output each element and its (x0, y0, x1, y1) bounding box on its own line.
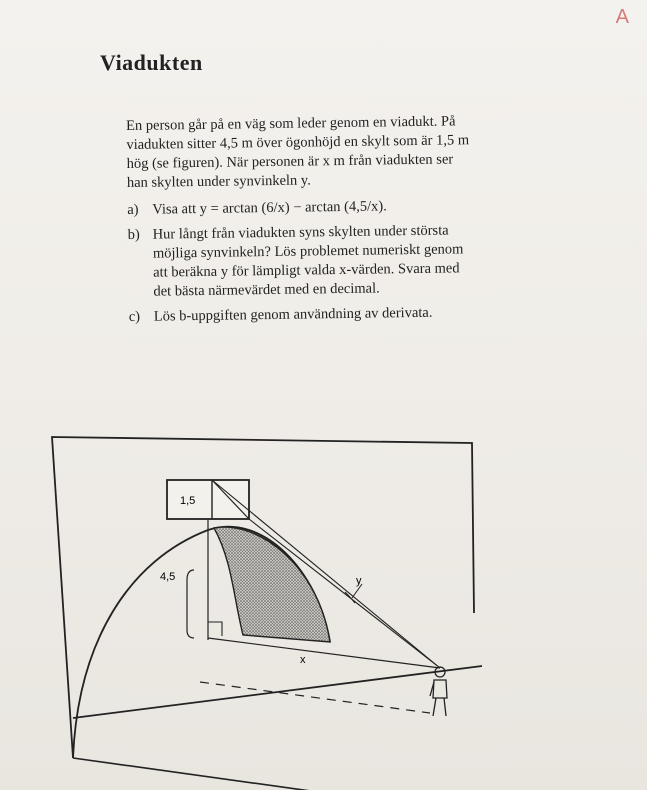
ground-line (73, 758, 318, 790)
person-icon (430, 667, 447, 716)
intro-paragraph: En person går på en väg som leder genom en viadukt. På viadukten sitter 4,5 m över ögonhöjd en skylt som är 1,5 m hög (se figuren). När personen är x m från viadukten ser han skylten under synvinkeln y. (126, 113, 470, 191)
tunnel-interior (214, 527, 330, 642)
question-c-text: Lös b-uppgiften genom användning av derivata. (153, 304, 433, 325)
right-angle-mark (208, 622, 222, 636)
road-edge (73, 666, 482, 718)
angle-label: y (356, 575, 362, 587)
corner-mark: A (615, 6, 629, 28)
distance-label: x (300, 654, 306, 666)
question-b-label: b) (127, 226, 140, 243)
sign-height-label: 1,5 (180, 495, 196, 507)
page-title: Viadukten (100, 50, 203, 75)
question-b-text: Hur långt från viadukten syns skylten under största möjliga synvinkeln? Lös problemet numeriskt genom att beräkna y för lämpligt valda x-värden. Svara med det bästa närmevärdet med en decimal. (152, 222, 464, 300)
question-c-label: c) (128, 308, 141, 325)
question-a-text: Visa att y = arctan (6/x) − arctan (4,5/x). (152, 198, 387, 218)
horizontal-line (208, 638, 440, 668)
question-a-label: a) (127, 201, 139, 218)
height-label: 4,5 (160, 571, 176, 583)
height-bracket (187, 570, 194, 638)
